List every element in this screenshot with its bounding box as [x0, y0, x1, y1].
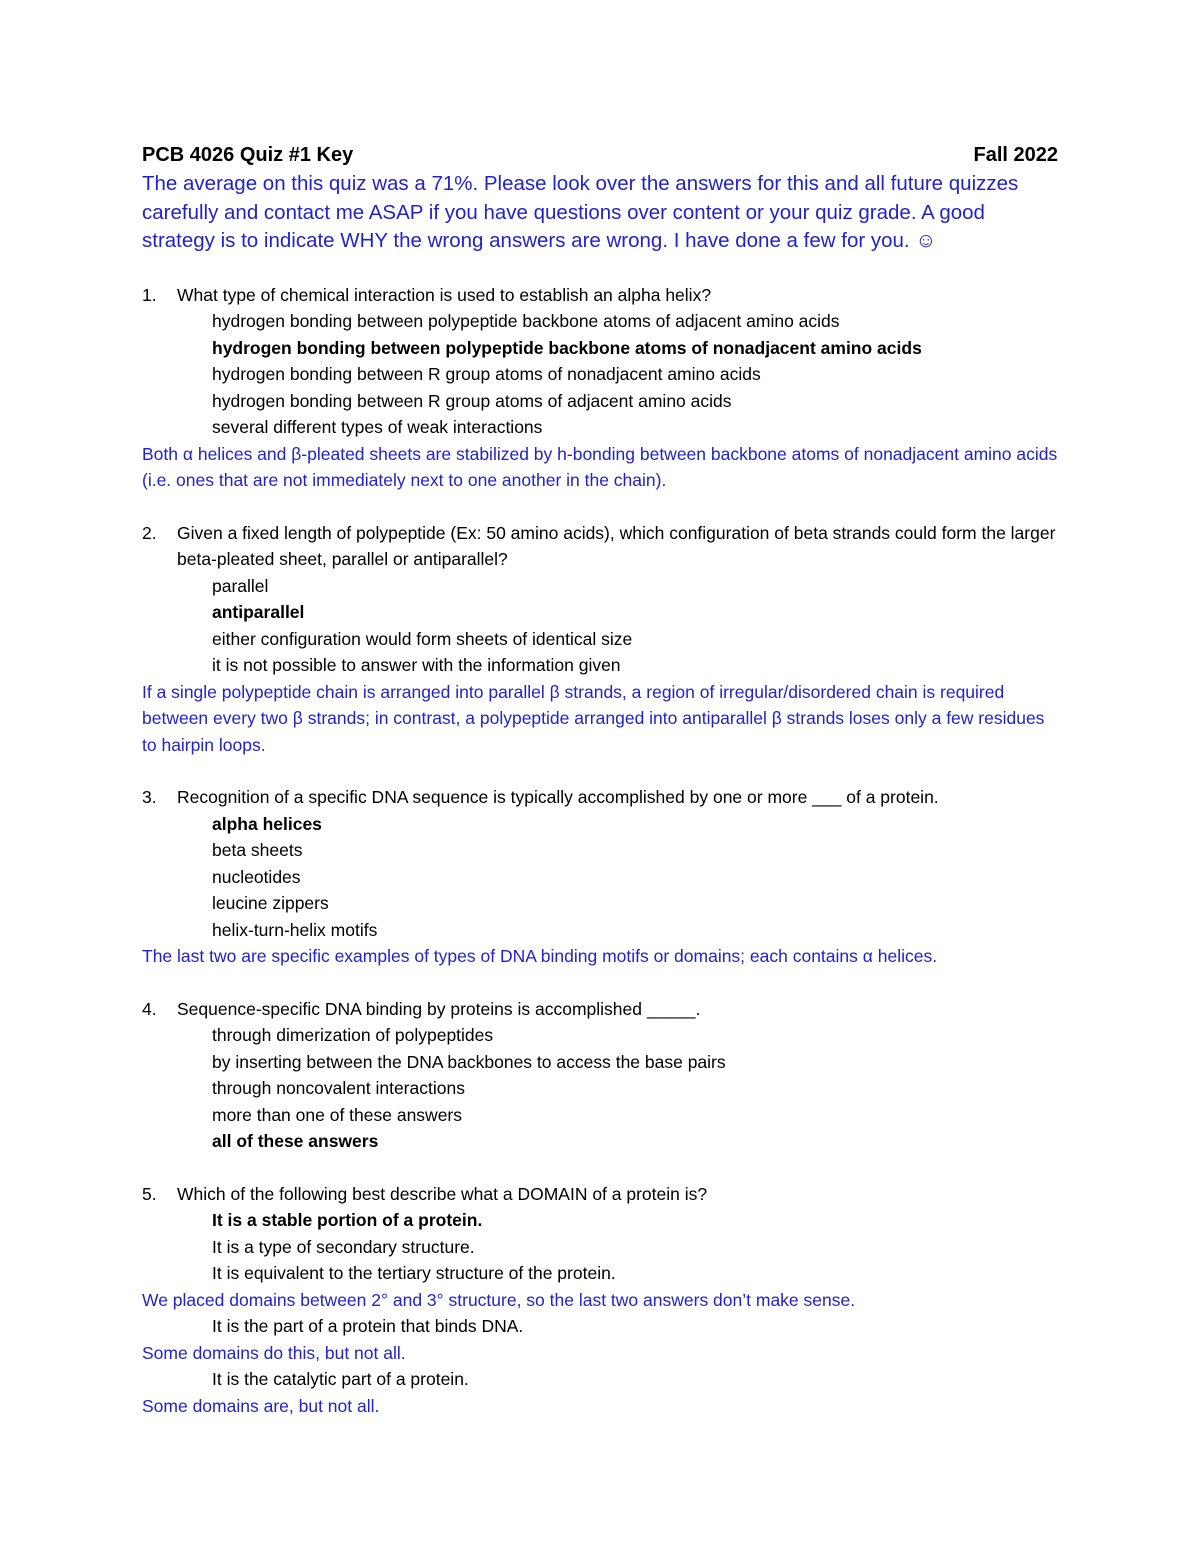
- question-3: [142, 784, 1058, 970]
- question-stem: Sequence-specific DNA binding by proteins is accomplished _____.: [177, 998, 701, 1019]
- answer-option: several different types of weak interactions: [212, 417, 543, 437]
- answer-option: hydrogen bonding between polypeptide backbone atoms of adjacent amino acids: [212, 311, 840, 331]
- question-stem: Recognition of a specific DNA sequence is typically accomplished by one or more ___ of a protein.: [177, 787, 939, 807]
- explanation-note: The last two are specific examples of types of DNA binding motifs or domains; each contains α helices.: [142, 946, 938, 966]
- correct-answer-option: alpha helices: [212, 813, 322, 834]
- question-number: 2.: [142, 522, 157, 543]
- answer-option: It is the catalytic part of a protein.: [212, 1369, 469, 1389]
- answer-option: either configuration would form sheets of identical size: [212, 628, 633, 649]
- question-number: 5.: [142, 1183, 157, 1204]
- answer-option: it is not possible to answer with the information given: [212, 655, 621, 675]
- answer-option: more than one of these answers: [212, 1104, 463, 1125]
- question-stem: What type of chemical interaction is used to establish an alpha helix?: [177, 284, 712, 305]
- question-2: [142, 520, 1058, 759]
- correct-answer-option: all of these answers: [212, 1131, 379, 1151]
- answer-option: through dimerization of polypeptides: [212, 1025, 494, 1045]
- answer-option: beta sheets: [212, 840, 303, 860]
- question-number: 4.: [142, 998, 157, 1019]
- answer-option: helix-turn-helix motifs: [212, 919, 378, 940]
- question-number: 3.: [142, 787, 157, 807]
- header: [142, 140, 1058, 170]
- answer-option: by inserting between the DNA backbones to access the base pairs: [212, 1051, 726, 1072]
- answer-option: leucine zippers: [212, 893, 329, 913]
- explanation-note: If a single polypeptide chain is arranged into parallel β strands, a region of irregular/disordered chain is required between every two β strands; in contrast, a polypeptide arranged into antiparallel β strands loses only a few residues to hairpin loops.: [142, 681, 1045, 755]
- answer-option: hydrogen bonding between R group atoms of adjacent amino acids: [212, 390, 732, 411]
- explanation-note: Some domains are, but not all.: [142, 1395, 380, 1416]
- question-stem: Given a fixed length of polypeptide (Ex: 50 amino acids), which configuration of beta strands could form the larger beta-pleated sheet, parallel or antiparallel?: [177, 522, 1056, 569]
- question-5: [142, 1181, 1058, 1420]
- explanation-note: Some domains do this, but not all.: [142, 1342, 406, 1363]
- explanation-note: Both α helices and β-pleated sheets are stabilized by h-bonding between backbone atoms of nonadjacent amino acids (i.e. ones that are not immediately next to one another in the chain).: [142, 443, 1058, 490]
- answer-option: through noncovalent interactions: [212, 1078, 465, 1098]
- correct-answer-option: It is a stable portion of a protein.: [212, 1210, 483, 1230]
- question-number: 1.: [142, 284, 157, 305]
- question-1: [142, 282, 1058, 494]
- intro-note: The average on this quiz was a 71%. Please look over the answers for this and all future quizzes carefully and contact me ASAP if you have questions over content or your quiz grade. A good strategy is to indicate WHY the wrong answers are wrong. I have done a few for you. ☺: [142, 172, 1019, 252]
- explanation-note: We placed domains between 2° and 3° structure, so the last two answers don’t make sense.: [142, 1289, 856, 1310]
- answer-option: nucleotides: [212, 866, 301, 887]
- correct-answer-option: hydrogen bonding between polypeptide backbone atoms of nonadjacent amino acids: [212, 337, 922, 358]
- answer-option: parallel: [212, 575, 269, 596]
- quiz-term: Fall 2022: [973, 144, 1058, 166]
- quiz-key-page: [142, 140, 1058, 1419]
- answer-option: It is the part of a protein that binds DNA.: [212, 1316, 524, 1336]
- correct-answer-option: antiparallel: [212, 602, 305, 622]
- answer-option: It is a type of secondary structure.: [212, 1236, 475, 1257]
- question-4: [142, 996, 1058, 1155]
- question-stem: Which of the following best describe what a DOMAIN of a protein is?: [177, 1183, 708, 1204]
- answer-option: hydrogen bonding between R group atoms of nonadjacent amino acids: [212, 364, 761, 384]
- answer-option: It is equivalent to the tertiary structure of the protein.: [212, 1263, 616, 1283]
- quiz-title: PCB 4026 Quiz #1 Key: [142, 144, 354, 166]
